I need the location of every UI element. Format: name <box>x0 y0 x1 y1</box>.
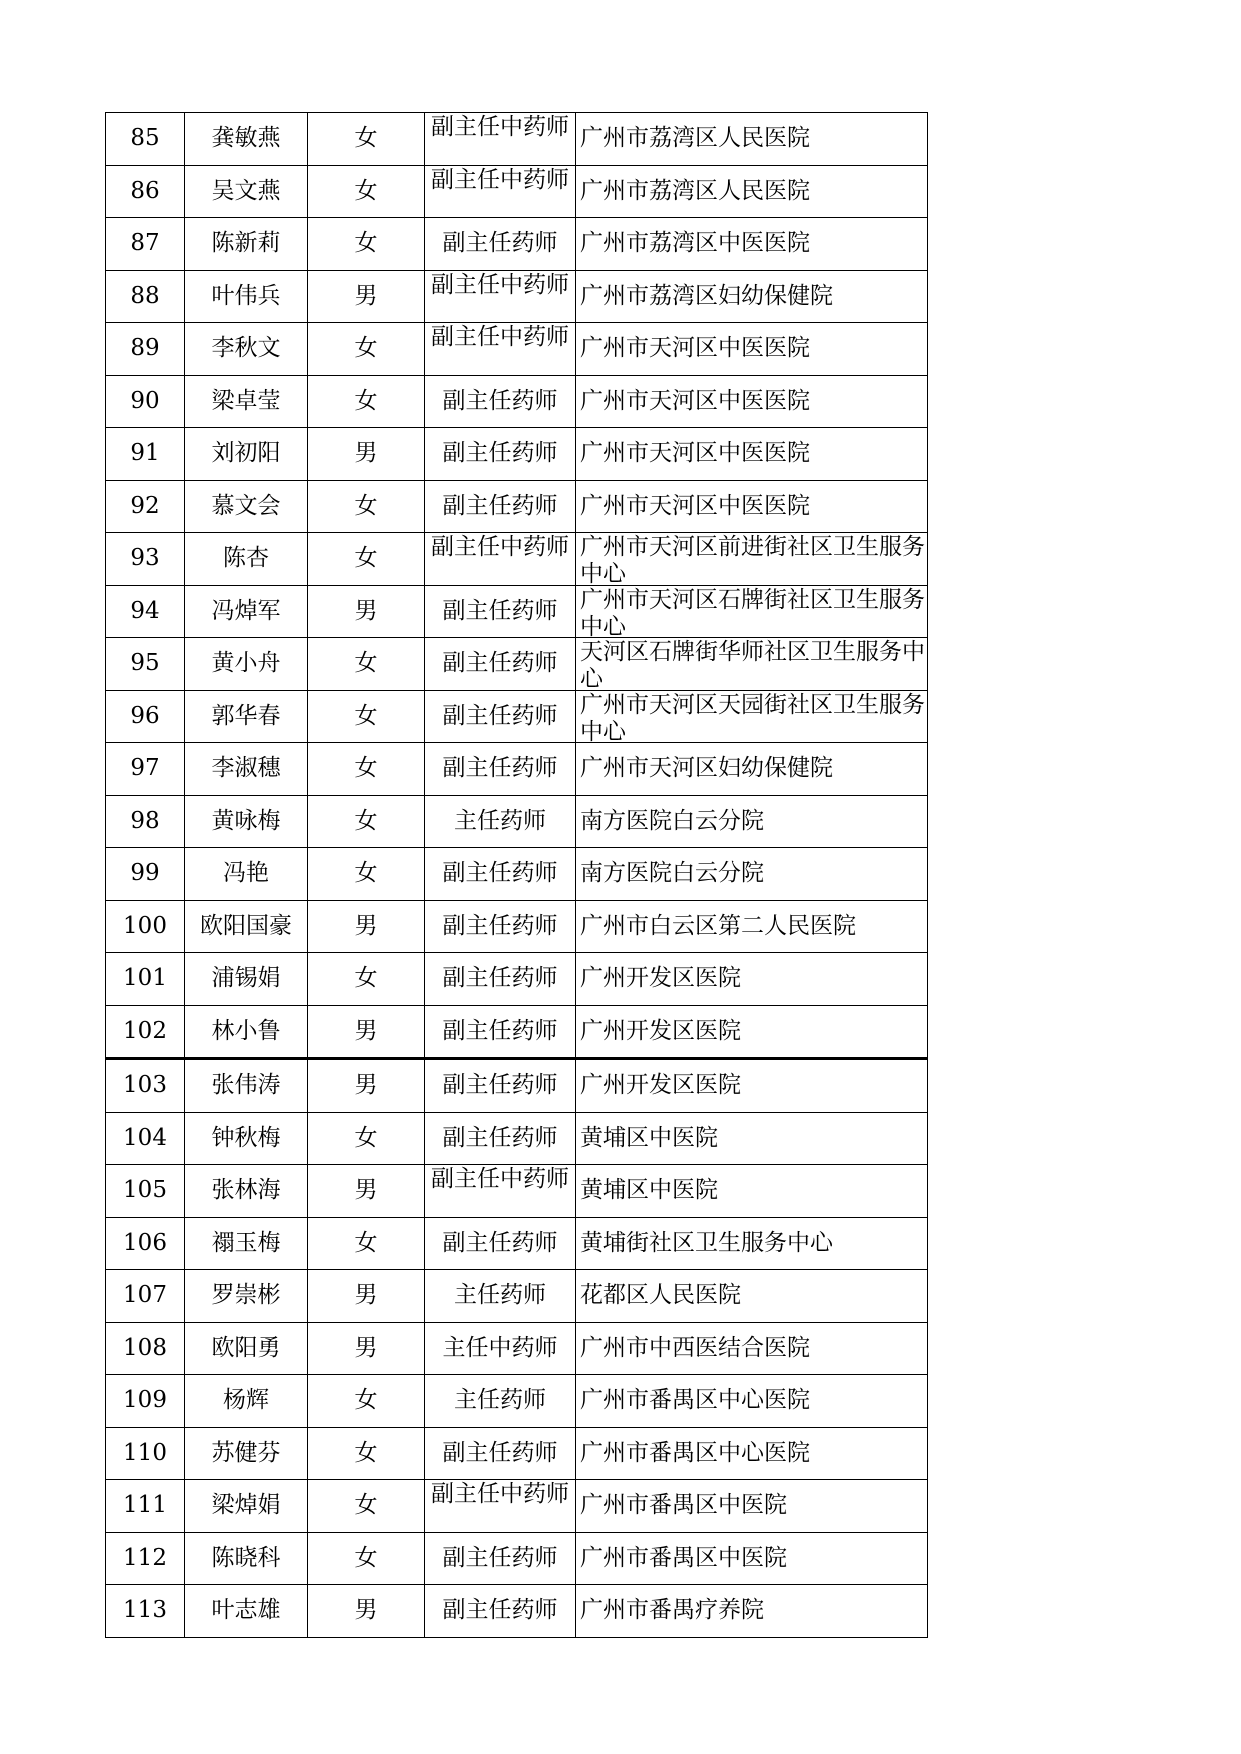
sex-cell[interactable]: 女 <box>308 638 425 691</box>
table-row <box>106 218 928 271</box>
organization-cell[interactable] <box>576 743 928 796</box>
row-number-cell[interactable]: 98 <box>106 795 185 848</box>
title-cell[interactable] <box>425 1112 576 1165</box>
table-row <box>106 1532 928 1585</box>
title-cell[interactable] <box>425 585 576 638</box>
table-row <box>106 1427 928 1480</box>
title-cell[interactable] <box>425 113 576 166</box>
row-number-cell[interactable]: 92 <box>106 480 185 533</box>
organization-text: 广州市番禺区中心医院 <box>580 1439 810 1466</box>
organization-cell[interactable] <box>576 795 928 848</box>
name-cell[interactable]: 冯焯军 <box>185 585 308 638</box>
name-cell[interactable]: 叶伟兵 <box>185 270 308 323</box>
organization-text: 天河区石牌街华师社区卫生服务中心 <box>580 639 925 690</box>
sex-cell[interactable]: 男 <box>308 1165 425 1218</box>
organization-text: 广州市番禺区中医院 <box>580 1492 787 1519</box>
name-cell[interactable]: 罗崇彬 <box>185 1270 308 1323</box>
sex-cell[interactable]: 女 <box>308 795 425 848</box>
name-cell[interactable]: 欧阳国豪 <box>185 900 308 953</box>
sex-cell[interactable]: 女 <box>308 375 425 428</box>
table-row <box>106 113 928 166</box>
title-cell[interactable] <box>425 1375 576 1428</box>
table-row <box>106 585 928 638</box>
title-text: 主任药师 <box>454 807 546 834</box>
organization-text: 南方医院白云分院 <box>580 860 764 887</box>
table-row <box>106 533 928 586</box>
table-row <box>106 1270 928 1323</box>
organization-cell[interactable] <box>576 165 928 218</box>
organization-cell[interactable] <box>576 848 928 901</box>
sex-cell[interactable]: 女 <box>308 1112 425 1165</box>
title-cell[interactable] <box>425 1585 576 1638</box>
title-text: 副主任中药师 <box>431 534 569 561</box>
title-cell[interactable] <box>425 218 576 271</box>
name-cell[interactable]: 林小鲁 <box>185 1005 308 1059</box>
organization-cell[interactable] <box>576 1112 928 1165</box>
organization-cell[interactable] <box>576 1375 928 1428</box>
row-number-cell[interactable]: 94 <box>106 585 185 638</box>
name-cell[interactable]: 刘初阳 <box>185 428 308 481</box>
table-row <box>106 638 928 691</box>
table-row <box>106 1375 928 1428</box>
name-cell[interactable]: 慕文会 <box>185 480 308 533</box>
name-cell[interactable]: 钟秋梅 <box>185 1112 308 1165</box>
title-text: 副主任药师 <box>442 755 558 782</box>
title-text: 副主任药师 <box>442 492 558 519</box>
sex-cell[interactable]: 女 <box>308 1375 425 1428</box>
organization-text: 广州市天河区中医医院 <box>580 387 810 414</box>
title-text: 副主任药师 <box>442 1229 558 1256</box>
table-row <box>106 1217 928 1270</box>
title-text: 副主任药师 <box>442 702 558 729</box>
title-text: 副主任中药师 <box>431 1166 569 1193</box>
table-row <box>106 1059 928 1113</box>
organization-text: 广州市荔湾区中医医院 <box>580 230 810 257</box>
organization-cell[interactable] <box>576 480 928 533</box>
organization-cell[interactable] <box>576 585 928 638</box>
title-text: 副主任中药师 <box>431 1481 569 1508</box>
table-row <box>106 795 928 848</box>
sex-cell[interactable]: 男 <box>308 585 425 638</box>
table-row <box>106 848 928 901</box>
organization-cell[interactable] <box>576 1005 928 1059</box>
organization-cell[interactable] <box>576 690 928 743</box>
sex-cell[interactable]: 女 <box>308 165 425 218</box>
title-text: 副主任药师 <box>442 965 558 992</box>
title-cell[interactable] <box>425 690 576 743</box>
organization-text: 广州市番禺疗养院 <box>580 1597 764 1624</box>
organization-cell[interactable] <box>576 428 928 481</box>
organization-cell[interactable] <box>576 1585 928 1638</box>
title-text: 副主任药师 <box>442 912 558 939</box>
name-cell[interactable]: 欧阳勇 <box>185 1322 308 1375</box>
title-text: 副主任药师 <box>442 860 558 887</box>
organization-cell[interactable] <box>576 900 928 953</box>
row-number-cell[interactable]: 93 <box>106 533 185 586</box>
title-text: 副主任药师 <box>442 1017 558 1044</box>
table-row <box>106 1005 928 1059</box>
name-cell[interactable]: 李淑穗 <box>185 743 308 796</box>
name-cell[interactable]: 张林海 <box>185 1165 308 1218</box>
title-cell[interactable] <box>425 953 576 1006</box>
pharmacist-table <box>105 112 928 1638</box>
title-cell[interactable] <box>425 1005 576 1059</box>
table-row <box>106 1322 928 1375</box>
title-text: 副主任药师 <box>442 387 558 414</box>
title-cell[interactable] <box>425 638 576 691</box>
row-number-cell[interactable]: 100 <box>106 900 185 953</box>
name-cell[interactable]: 梁卓莹 <box>185 375 308 428</box>
title-text: 副主任药师 <box>442 440 558 467</box>
sex-cell[interactable]: 女 <box>308 848 425 901</box>
organization-cell[interactable] <box>576 375 928 428</box>
table-row <box>106 480 928 533</box>
organization-text: 广州市白云区第二人民医院 <box>580 912 856 939</box>
name-cell[interactable]: 禤玉梅 <box>185 1217 308 1270</box>
title-cell[interactable] <box>425 1322 576 1375</box>
title-text: 副主任药师 <box>442 1072 558 1099</box>
sex-cell[interactable]: 男 <box>308 1322 425 1375</box>
title-cell[interactable] <box>425 1532 576 1585</box>
organization-text: 广州开发区医院 <box>580 965 741 992</box>
name-cell[interactable]: 黄咏梅 <box>185 795 308 848</box>
name-cell[interactable]: 郭华春 <box>185 690 308 743</box>
row-number-cell[interactable]: 87 <box>106 218 185 271</box>
organization-cell[interactable] <box>576 1270 928 1323</box>
title-text: 副主任药师 <box>442 597 558 624</box>
title-cell[interactable] <box>425 848 576 901</box>
sex-cell[interactable]: 男 <box>308 1585 425 1638</box>
row-number-cell[interactable]: 108 <box>106 1322 185 1375</box>
title-text: 副主任药师 <box>442 650 558 677</box>
organization-cell[interactable] <box>576 1322 928 1375</box>
title-cell[interactable] <box>425 1427 576 1480</box>
table-row <box>106 900 928 953</box>
organization-cell[interactable] <box>576 1532 928 1585</box>
organization-cell[interactable] <box>576 1480 928 1533</box>
table-row <box>106 743 928 796</box>
sex-cell[interactable]: 女 <box>308 1480 425 1533</box>
table-row <box>106 690 928 743</box>
title-cell[interactable] <box>425 1217 576 1270</box>
name-cell[interactable]: 龚敏燕 <box>185 113 308 166</box>
title-cell[interactable] <box>425 900 576 953</box>
row-number-cell[interactable]: 95 <box>106 638 185 691</box>
organization-cell[interactable] <box>576 270 928 323</box>
row-number-cell[interactable]: 106 <box>106 1217 185 1270</box>
sex-cell[interactable]: 女 <box>308 1427 425 1480</box>
organization-text: 黄埔区中医院 <box>580 1177 718 1204</box>
row-number-cell[interactable]: 99 <box>106 848 185 901</box>
organization-text: 广州市天河区中医医院 <box>580 440 810 467</box>
organization-text: 广州市中西医结合医院 <box>580 1334 810 1361</box>
organization-text: 南方医院白云分院 <box>580 807 764 834</box>
title-cell[interactable] <box>425 323 576 376</box>
row-number-cell[interactable]: 105 <box>106 1165 185 1218</box>
title-cell[interactable] <box>425 1270 576 1323</box>
name-cell[interactable]: 叶志雄 <box>185 1585 308 1638</box>
row-number-cell[interactable]: 107 <box>106 1270 185 1323</box>
table-body <box>106 113 928 1638</box>
name-cell[interactable]: 苏健芬 <box>185 1427 308 1480</box>
title-cell[interactable] <box>425 795 576 848</box>
table-row <box>106 270 928 323</box>
title-text: 副主任中药师 <box>431 271 569 298</box>
title-cell[interactable] <box>425 1165 576 1218</box>
organization-cell[interactable] <box>576 1217 928 1270</box>
sex-cell[interactable]: 女 <box>308 218 425 271</box>
sex-cell[interactable]: 女 <box>308 743 425 796</box>
organization-cell[interactable] <box>576 953 928 1006</box>
row-number-cell[interactable]: 113 <box>106 1585 185 1638</box>
sex-cell[interactable]: 男 <box>308 900 425 953</box>
organization-text: 广州市天河区天园街社区卫生服务中心 <box>580 691 925 742</box>
name-cell[interactable]: 浦锡娟 <box>185 953 308 1006</box>
sex-cell[interactable]: 男 <box>308 428 425 481</box>
organization-text: 广州市荔湾区人民医院 <box>580 125 810 152</box>
title-text: 副主任药师 <box>442 1124 558 1151</box>
organization-cell[interactable] <box>576 1059 928 1113</box>
row-number-cell[interactable]: 97 <box>106 743 185 796</box>
name-cell[interactable]: 吴文燕 <box>185 165 308 218</box>
sex-cell[interactable]: 女 <box>308 480 425 533</box>
name-cell[interactable]: 陈晓科 <box>185 1532 308 1585</box>
organization-text: 广州开发区医院 <box>580 1017 741 1044</box>
table-row <box>106 375 928 428</box>
table-row <box>106 1165 928 1218</box>
row-number-cell[interactable]: 90 <box>106 375 185 428</box>
row-number-cell[interactable]: 101 <box>106 953 185 1006</box>
sex-cell[interactable]: 女 <box>308 690 425 743</box>
sex-cell[interactable]: 女 <box>308 1217 425 1270</box>
title-cell[interactable] <box>425 428 576 481</box>
table-row <box>106 953 928 1006</box>
sex-cell[interactable]: 男 <box>308 1059 425 1113</box>
sex-cell[interactable]: 男 <box>308 1270 425 1323</box>
row-number-cell[interactable]: 85 <box>106 113 185 166</box>
organization-text: 黄埔街社区卫生服务中心 <box>580 1229 833 1256</box>
sex-cell[interactable]: 男 <box>308 1005 425 1059</box>
table-row <box>106 1585 928 1638</box>
organization-text: 花都区人民医院 <box>580 1282 741 1309</box>
organization-cell[interactable] <box>576 638 928 691</box>
sex-cell[interactable]: 男 <box>308 270 425 323</box>
name-cell[interactable]: 梁焯娟 <box>185 1480 308 1533</box>
table-row <box>106 1480 928 1533</box>
organization-text: 广州开发区医院 <box>580 1072 741 1099</box>
title-cell[interactable] <box>425 480 576 533</box>
title-cell[interactable] <box>425 165 576 218</box>
title-cell[interactable] <box>425 743 576 796</box>
row-number-cell[interactable]: 86 <box>106 165 185 218</box>
organization-text: 广州市荔湾区人民医院 <box>580 177 810 204</box>
title-cell[interactable] <box>425 1059 576 1113</box>
table-row <box>106 1112 928 1165</box>
title-text: 主任药师 <box>454 1387 546 1414</box>
organization-text: 广州市番禺区中医院 <box>580 1544 787 1571</box>
organization-text: 广州市天河区中医医院 <box>580 492 810 519</box>
row-number-cell[interactable]: 103 <box>106 1059 185 1113</box>
organization-text: 广州市荔湾区妇幼保健院 <box>580 282 833 309</box>
name-cell[interactable]: 冯艳 <box>185 848 308 901</box>
title-text: 副主任药师 <box>442 1439 558 1466</box>
sex-cell[interactable]: 女 <box>308 953 425 1006</box>
sex-cell[interactable]: 女 <box>308 323 425 376</box>
title-cell[interactable] <box>425 1480 576 1533</box>
organization-text: 广州市天河区中医医院 <box>580 335 810 362</box>
organization-cell[interactable] <box>576 1165 928 1218</box>
name-cell[interactable]: 李秋文 <box>185 323 308 376</box>
title-text: 副主任药师 <box>442 1597 558 1624</box>
row-number-cell[interactable]: 104 <box>106 1112 185 1165</box>
row-number-cell[interactable]: 96 <box>106 690 185 743</box>
organization-text: 广州市天河区前进街社区卫生服务中心 <box>580 534 925 585</box>
title-text: 副主任中药师 <box>431 114 569 141</box>
sex-cell[interactable]: 女 <box>308 1532 425 1585</box>
title-text: 副主任药师 <box>442 230 558 257</box>
name-cell[interactable]: 杨辉 <box>185 1375 308 1428</box>
organization-cell[interactable] <box>576 218 928 271</box>
table-row <box>106 165 928 218</box>
organization-text: 广州市番禺区中心医院 <box>580 1387 810 1414</box>
table-row <box>106 323 928 376</box>
row-number-cell[interactable]: 91 <box>106 428 185 481</box>
row-number-cell[interactable]: 89 <box>106 323 185 376</box>
organization-cell[interactable] <box>576 1427 928 1480</box>
title-text: 副主任药师 <box>442 1544 558 1571</box>
organization-cell[interactable] <box>576 533 928 586</box>
organization-text: 广州市天河区石牌街社区卫生服务中心 <box>580 586 925 637</box>
title-text: 主任中药师 <box>442 1334 558 1361</box>
table-row <box>106 428 928 481</box>
row-number-cell[interactable]: 102 <box>106 1005 185 1059</box>
title-cell[interactable] <box>425 533 576 586</box>
row-number-cell[interactable]: 88 <box>106 270 185 323</box>
title-text: 副主任中药师 <box>431 324 569 351</box>
name-cell[interactable]: 张伟涛 <box>185 1059 308 1113</box>
title-cell[interactable] <box>425 375 576 428</box>
row-number-cell[interactable]: 109 <box>106 1375 185 1428</box>
row-number-cell[interactable]: 110 <box>106 1427 185 1480</box>
name-cell[interactable]: 陈新莉 <box>185 218 308 271</box>
title-cell[interactable] <box>425 270 576 323</box>
sex-cell[interactable]: 女 <box>308 113 425 166</box>
organization-text: 黄埔区中医院 <box>580 1124 718 1151</box>
organization-text: 广州市天河区妇幼保健院 <box>580 755 833 782</box>
name-cell[interactable]: 陈杏 <box>185 533 308 586</box>
sex-cell[interactable]: 女 <box>308 533 425 586</box>
row-number-cell[interactable]: 112 <box>106 1532 185 1585</box>
title-text: 主任药师 <box>454 1282 546 1309</box>
row-number-cell[interactable]: 111 <box>106 1480 185 1533</box>
organization-cell[interactable] <box>576 113 928 166</box>
organization-cell[interactable] <box>576 323 928 376</box>
title-text: 副主任中药师 <box>431 166 569 193</box>
name-cell[interactable]: 黄小舟 <box>185 638 308 691</box>
